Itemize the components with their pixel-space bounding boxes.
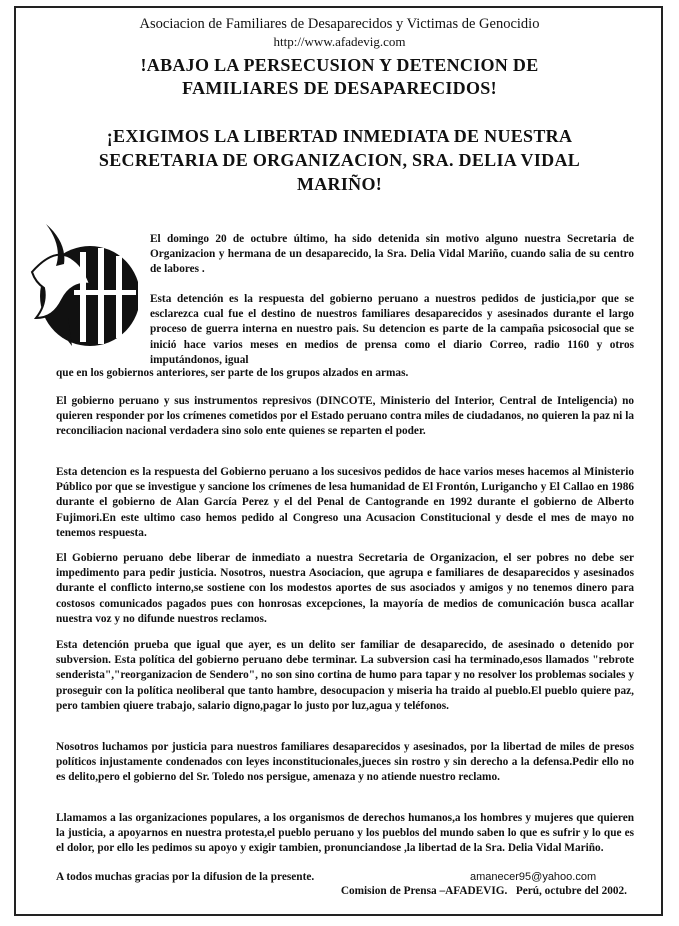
paragraph-liberation: El Gobierno peruano debe liberar de inmediato a nuestra Secretaria de Organizacion, el ser pobres no debe ser impedimento para pedir justicia. Nosotros, nuestra Asociacion, que agrupa e familiares de desaparecidos y asesinados durante el conflicto interno,se sostiene con los modestos aportes de sus asociados y amigos y no tenemos dinero para costosos comunicados pagados pues con honrosas excepciones, la mayoría de medios de comunicación busca acallar nuestra voz y no difunde nuestros reclamos. bbox=[56, 552, 634, 625]
paragraph-response: Esta detención es la respuesta del gobierno peruano a nuestros pedidos de justicia,por que se esclarezca cual fue el destino de nuestros familiares desaparecidos y asesinados durante el largo proceso de guerra interna en nuestro pais. Su detencion es parte de la campaña psicosocial que se inició hace varios meses en medios de prensa como el diario Correo, radio 1160 y otros imputándonos, igual bbox=[150, 293, 634, 366]
signature-line: Comision de Prensa –AFADEVIG. Perú, octubre del 2002. bbox=[340, 885, 627, 897]
headline-persecution: !ABAJO LA PERSECUSION Y DETENCION DE FAMILIARES DE DESAPARECIDOS! bbox=[140, 55, 539, 98]
paragraph-detention: El domingo 20 de octubre último, ha sido detenida sin motivo alguno nuestra Secretaria de Organizacion y hermana de un desaparecido, la Sra. Delia Vidal Mariño, cuando salia de su centro de labores . bbox=[150, 233, 634, 276]
paragraph-ministry: Esta detencion es la respuesta del Gobierno peruano a los sucesivos pedidos de hace varios meses hacemos al Ministerio Público por que se investigue y sancione los crímenes de lesa humanidad de El Frontón, Lurigancho y El Callao en 1986 durante el gobierno de Alan García Perez y el del Penal de Cantogrande en 1992 durante el gobierno de Alberto Fujimori.En este ultimo caso hemos pedido al Congreso una Acusacion Constitucional y desde el mes de mayo no tenemos respuesta. bbox=[56, 466, 634, 539]
paragraph-struggle: Nosotros luchamos por justicia para nuestros familiares desaparecidos y asesinados, por la libertad de miles de presos políticos injustamente condenados con leyes inconstitucionales,jueces sin rostro y sin derecho a la defensa.Pedir ello no es delito,pero el gobierno del Sr. Toledo nos persigue, amenaza y no atiende nuestro reclamo. bbox=[56, 741, 634, 784]
paragraph-call: Llamamos a las organizaciones populares, a los organismos de derechos humanos,a los hombres y mujeres que quieren la justicia, a apoyarnos en nuestra protesta,el pueblo peruano y los pueblos del mundo saben lo que es sufrir y lo que es el dolor, por ello les pedimos su apoyo y exigir tambien, pronunciandose ,la libertad de la Sra. Delia Vidal Mariño. bbox=[56, 812, 634, 855]
organization-name: Asociacion de Familiares de Desaparecidos y Victimas de Genocidio bbox=[139, 16, 540, 32]
website-url[interactable]: http://www.afadevig.com bbox=[273, 34, 406, 49]
paragraph-response-continued: que en los gobiernos anteriores, ser parte de los grupos alzados en armas. bbox=[56, 367, 409, 379]
paragraph-government: El gobierno peruano y sus instrumentos represivos (DINCOTE, Ministerio del Interior, Central de Inteligencia) no quieren responder por los crímenes cometidos por el Estado peruano contra miles de ciudadanos, no quieren la paz ni la reconciliacion nacional verdadera sino solo ente quienes se reparten el poder. bbox=[56, 395, 634, 438]
dove-behind-bars-icon bbox=[28, 214, 138, 369]
thanks-line: A todos muchas gracias por la difusion de la presente. bbox=[56, 871, 315, 883]
contact-email[interactable]: amanecer95@yahoo.com bbox=[470, 871, 597, 883]
headline-demand-freedom: ¡EXIGIMOS LA LIBERTAD INMEDIATA DE NUESTRA SECRETARIA DE ORGANIZACION, SRA. DELIA VIDAL MARIÑO! bbox=[98, 126, 581, 194]
paragraph-proof: Esta detención prueba que igual que ayer, es un delito ser familiar de desaparecido, de asesinado o detenido por subversion. Esta política del gobierno peruano debe terminar. La subversion casi ha terminado,esos llamados "rebrote senderista","reorganizacion de Sendero", no son sino cortina de humo para tapar y no resolver los problemas sociales y proseguir con la política neoliberal que tanto hambre, desocupacion y miseria ha traido al pueblo.El pueblo quiere paz, pero tambien qiuere trabajo, salario digno,pagar lo justo por luz,agua y teléfonos. bbox=[56, 639, 634, 712]
